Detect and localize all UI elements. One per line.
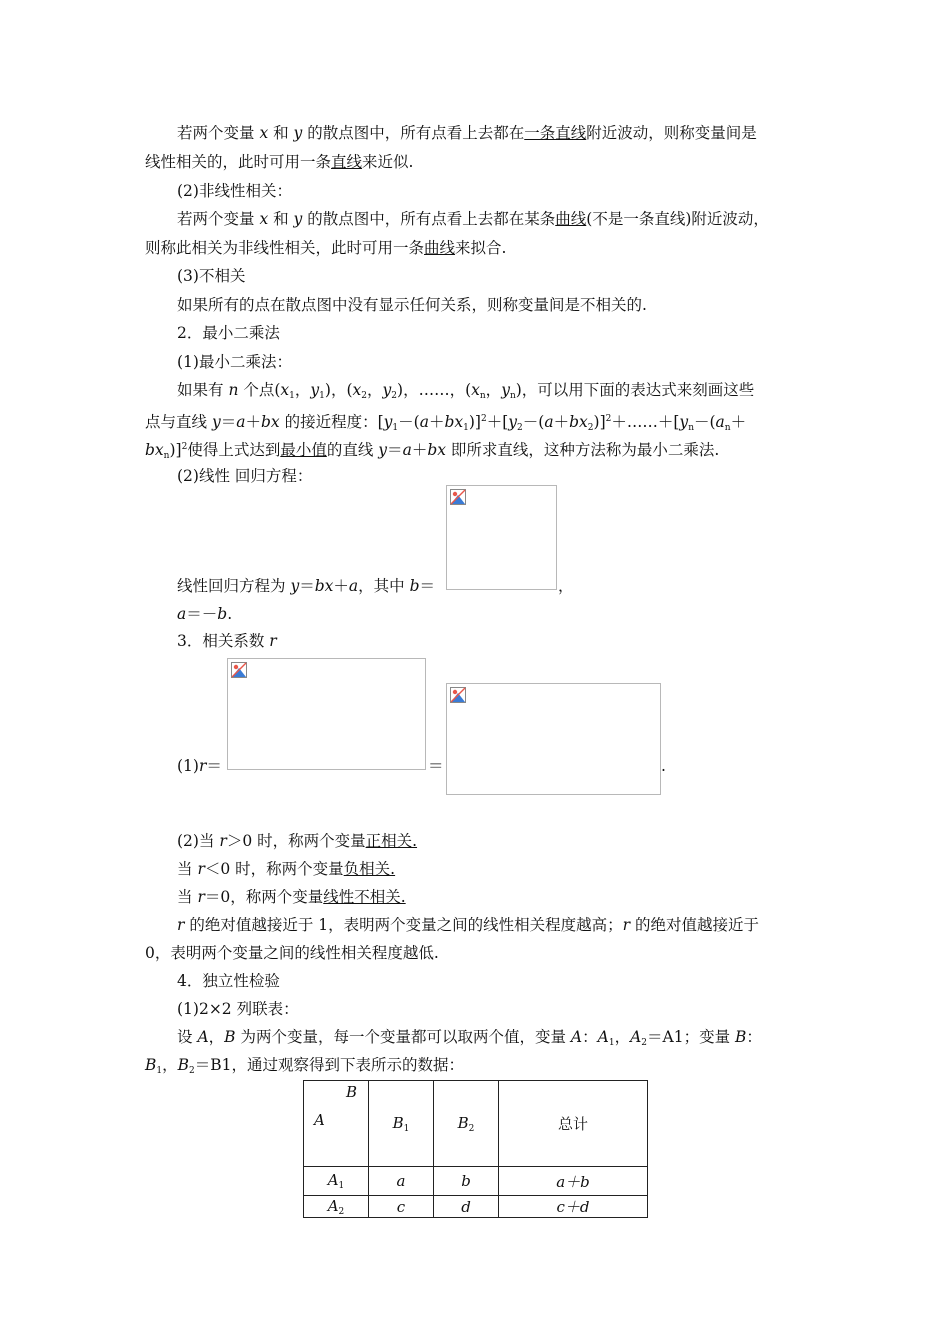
header-b2: $B_2$ [434, 1081, 499, 1167]
para-nonlinear-line2: 则称此相关为非线性相关，此时可用一条曲线来拟合. [145, 239, 507, 257]
r-equation-dot: . [661, 757, 666, 775]
heading-nonlinear: (2)非线性相关： [177, 182, 292, 200]
table-corner-cell [304, 1081, 369, 1167]
heading-correlation: 3．相关系数 r [177, 632, 277, 650]
heading-uncorrelated: (3)不相关 [177, 267, 246, 285]
heading-regression: (2)线性 回归方程： [177, 467, 313, 485]
r-abs-line1: r 的绝对值越接近于 1，表明两个变量之间的线性相关程度越高；r 的绝对值越接近于 [177, 916, 759, 934]
corner-a-label: A [314, 1111, 325, 1129]
cell-d: d [434, 1196, 499, 1218]
para-linear-line2: 线性相关的，此时可用一条直线来近似. [145, 153, 414, 171]
r-abs-line2: 0，表明两个变量之间的线性相关程度越低. [145, 944, 439, 962]
row-label-a1: $A_1$ [304, 1167, 369, 1196]
contingency-table [303, 1080, 648, 1218]
cell-a: a [369, 1167, 434, 1196]
para-nonlinear-line1: 若两个变量 x 和 y 的散点图中，所有点看上去都在某条曲线(不是一条直线)附近波动， [177, 210, 769, 228]
heading-contingency: (1)2×2 列联表： [177, 1000, 299, 1018]
heading-least-squares: 2．最小二乘法 [177, 324, 280, 342]
para-contingency-line2: $B_1$，$B_2=B1$，通过观察得到下表所示的数据： [145, 1056, 465, 1076]
para-ls-line1: 如果有 n 个点($x_1$，$y_1$)，($x_2$，$y_2$)，……，($x_n$，$y_n$)，可以用下面的表达式来刻画这些 [177, 381, 755, 401]
broken-image-icon [450, 687, 466, 703]
r-positive-line: (2)当 r＞0 时，称两个变量正相关. [177, 832, 418, 850]
para-ls-line2: 点与直线 y＝a＋bx 的接近程度：$[y_1-(a+bx_1)]^2+[y_2-(a+bx_2)]^2+\dots\dots+[y_n-(a_n+$ [145, 413, 747, 433]
table-row [304, 1196, 648, 1218]
para-linear-line1: 若两个变量 x 和 y 的散点图中，所有点看上去都在一条直线附近波动，则称变量间是 [177, 124, 757, 142]
cell-c: c [369, 1196, 434, 1218]
cell-c-plus-d: c＋d [499, 1196, 648, 1218]
r-negative-line: 当 r＜0 时，称两个变量负相关. [177, 860, 396, 878]
para-contingency-line1: 设 A，B 为两个变量，每一个变量都可以取两个值，变量 A：$A_1$，$A_2=A1$；变量 B： [177, 1028, 762, 1048]
r-equation-prefix: (1)r＝ [177, 757, 222, 775]
regression-a-line: a＝－b. [177, 605, 233, 623]
table-header-row [304, 1081, 648, 1167]
r-zero-line: 当 r＝0，称两个变量线性不相关. [177, 888, 406, 906]
header-b1: $B_1$ [369, 1081, 434, 1167]
cell-b: b [434, 1167, 499, 1196]
heading-independence: 4．独立性检验 [177, 972, 280, 990]
regression-comma: ， [558, 577, 574, 595]
para-uncorrelated: 如果所有的点在散点图中没有显示任何关系，则称变量间是不相关的. [177, 296, 647, 314]
header-total: 总计 [499, 1081, 648, 1167]
table-row [304, 1167, 648, 1196]
formula-r-image-2 [446, 683, 661, 795]
broken-image-icon [450, 489, 466, 505]
para-ls-line3: $bx_n)]^2$使得上式达到最小值的直线 y＝a＋bx 即所求直线，这种方法称为最小二乘法. [145, 441, 720, 461]
formula-b-image [446, 485, 557, 590]
cell-a-plus-b: a＋b [499, 1167, 648, 1196]
row-label-a2: $A_2$ [304, 1196, 369, 1218]
r-equation-eq2: ＝ [428, 757, 444, 775]
regression-equation-line: 线性回归方程为 y＝bx＋a，其中 b＝ [177, 577, 436, 595]
heading-least-squares-sub: (1)最小二乘法： [177, 353, 292, 371]
corner-b-label: B [346, 1083, 358, 1101]
broken-image-icon [231, 662, 247, 678]
formula-r-image-1 [227, 658, 426, 770]
